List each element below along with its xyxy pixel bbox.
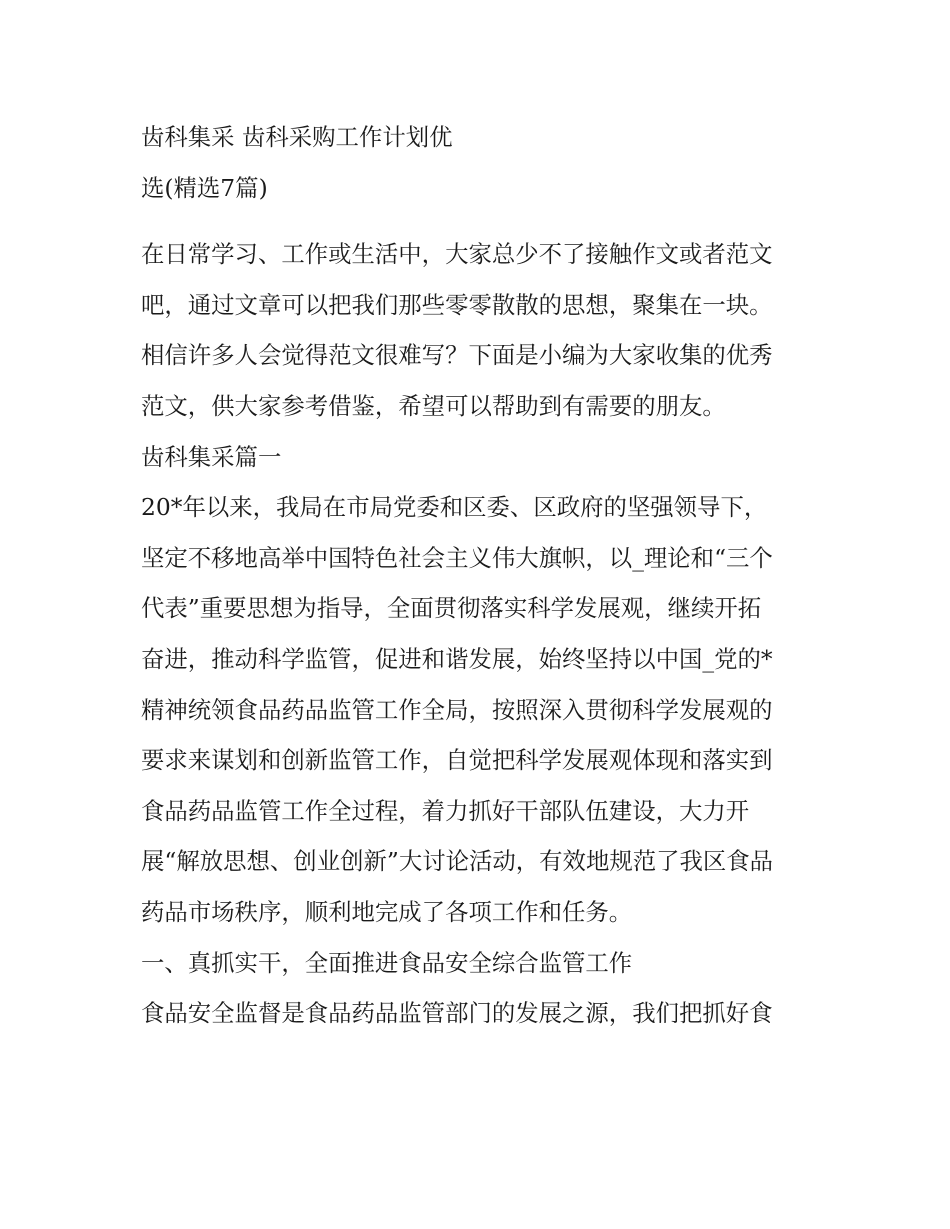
- body-line: 坚定不移地高举中国特色社会主义伟大旗帜，以_理论和“三个: [141, 543, 773, 572]
- body-line: 相信许多人会觉得范文很难写？下面是小编为大家收集的优秀: [141, 341, 773, 370]
- body-line: 范文，供大家参考借鉴，希望可以帮助到有需要的朋友。: [141, 391, 726, 420]
- body-line: 食品安全监督是食品药品监管部门的发展之源，我们把抓好食: [141, 999, 773, 1028]
- section-heading: 齿科集采篇一: [141, 442, 282, 471]
- body-line: 代表”重要思想为指导，全面贯彻落实科学发展观，继续开拓: [141, 594, 762, 623]
- title-line: 选(精选7篇): [141, 173, 268, 202]
- body-line: 展“解放思想、创业创新”大讨论活动，有效地规范了我区食品: [141, 847, 774, 876]
- body-line: 药品市场秩序，顺利地完成了各项工作和任务。: [141, 897, 633, 926]
- body-line: 精神统领食品药品监管工作全局，按照深入贯彻科学发展观的: [141, 695, 773, 724]
- body-line: 食品药品监管工作全过程，着力抓好干部队伍建设，大力开: [141, 796, 750, 825]
- body-line: 奋进，推动科学监管，促进和谐发展，始终坚持以中国_党的*: [141, 644, 773, 673]
- body-line: 20*年以来，我局在市局党委和区委、区政府的坚强领导下，: [141, 493, 768, 522]
- document-page: [141, 112, 813, 1039]
- subsection-heading: 一、真抓实干，全面推进食品安全综合监管工作: [141, 948, 633, 977]
- document-title: [141, 112, 813, 213]
- title-line: 齿科集采 齿科采购工作计划优: [141, 123, 453, 151]
- body-line: 吧，通过文章可以把我们那些零零散散的思想，聚集在一块。: [141, 290, 773, 319]
- body-line: 要求来谋划和创新监管工作，自觉把科学发展观体现和落实到: [141, 746, 773, 775]
- body-line: 在日常学习、工作或生活中，大家总少不了接触作文或者范文: [141, 240, 773, 269]
- document-body: [141, 229, 813, 1039]
